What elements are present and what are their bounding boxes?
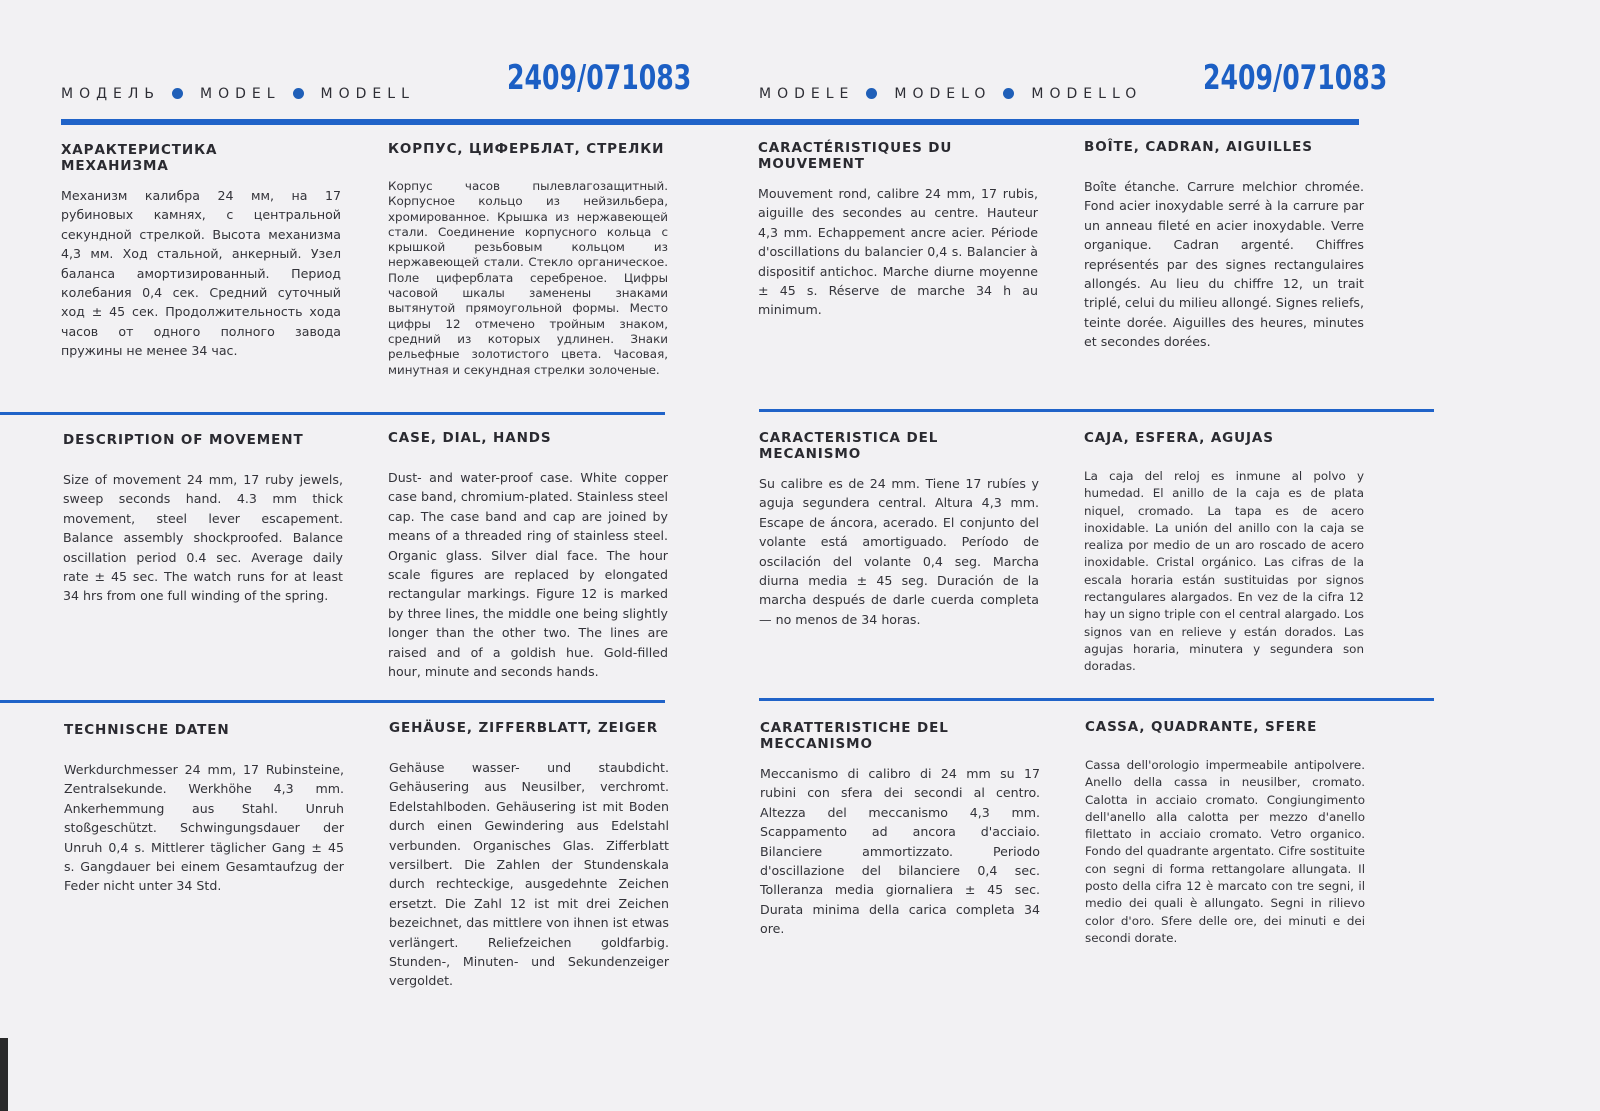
section-ru-case <box>388 141 668 378</box>
section-title: CARACTÉRISTIQUES DU MOUVEMENT <box>758 140 953 172</box>
section-fr-movement <box>758 140 1038 320</box>
section-text: Dust- and water-proof case. White copper case band, chromium-plated. Stainless steel cap. The case band and cap are joined by means of a threaded ring of stainless steel. Organic glass. Silver dial face. The hour scale figures are replaced by elongated rectangular markings. Figure 12 is marked by three lines, the middle one being slightly longer than the other two. The lines are raised and of a goldish hue. Gold-filled hour, minute and seconds hands. <box>388 470 668 680</box>
section-title: CARACTERISTICA DEL MECANISMO <box>759 430 939 462</box>
divider-rule-right-1 <box>759 409 1434 412</box>
section-text: Механизм калибра 24 мм, на 17 рубиновых камнях, с центральной секундной стрелкой. Высота механизма 4,3 мм. Ход стальной, анкерный. Узел баланса амортизированный. Период колебания 0,4 сек. Средний суточный ход ± 45 сек. Продолжительность хода часов от одного полного завода пружины не менее 34 час. <box>61 188 341 359</box>
section-title: GEHÄUSE, ZIFFERBLATT, ZEIGER <box>389 720 659 736</box>
bullet-dot-icon <box>172 88 183 99</box>
divider-rule-left-1 <box>0 412 665 415</box>
section-it-movement <box>760 720 1040 939</box>
section-fr-case <box>1084 139 1364 352</box>
model-number-right: 2409/071083 <box>1203 58 1388 98</box>
model-label-it: MODELLO <box>1031 86 1143 102</box>
section-title: CASE, DIAL, HANDS <box>388 430 552 446</box>
divider-rule-left-2 <box>0 700 665 703</box>
section-de-case <box>389 720 669 991</box>
page-binding-edge <box>0 1038 8 1111</box>
section-title: CARATTERISTICHE DEL MECCANISMO <box>760 720 949 752</box>
bullet-dot-icon <box>866 88 877 99</box>
section-title: BOÎTE, CADRAN, AIGUILLES <box>1084 139 1313 155</box>
section-title: CAJA, ESFERA, AGUJAS <box>1084 430 1274 446</box>
section-text: Корпус часов пылевлагозащитный. Корпусное кольцо из нейзильбера, хромированное. Крышка из нержавеющей стали. Соединение корпусного кольца с крышкой резьбовым кольцом из нержавеющей стали. Стекло органическое. Поле циферблата серебреное. Цифры часовой шкалы заменены знаками вытянутой прямоугольной формы. Место цифры 12 отмечено тройным знаком, средний из которых удлинен. Знаки рельефные золотистого цвета. Часовая, минутная и секундная стрелки золоченые. <box>388 179 668 377</box>
section-en-case <box>388 430 668 681</box>
model-label-ru: МОДЕЛЬ <box>61 86 161 102</box>
section-de-movement <box>64 722 344 896</box>
model-label-de: MODELL <box>320 86 415 102</box>
model-labels-left <box>61 86 415 102</box>
section-ru-movement <box>61 142 341 361</box>
section-title: DESCRIPTION OF MOVEMENT <box>63 432 304 448</box>
section-es-case <box>1084 430 1364 676</box>
section-it-case <box>1085 719 1365 947</box>
model-label-es: MODELO <box>894 86 992 102</box>
bullet-dot-icon <box>293 88 304 99</box>
section-title: ХАРАКТЕРИСТИКА МЕХАНИЗМА <box>61 142 218 174</box>
section-text: Meccanismo di calibro di 24 mm su 17 rubini con sfera dei secondi al centro. Altezza del meccanismo 4,3 mm. Scappamento ad ancora d'acciaio. Bilanciere ammortizzato. Periodo d'oscillazione del bilanciere 0,4 sec. Tolleranza media giornaliera ± 45 sec. Durata minima della carica completa 34 ore. <box>760 766 1040 937</box>
header-rule <box>61 119 1359 125</box>
section-en-movement <box>63 432 343 606</box>
section-es-movement <box>759 430 1039 629</box>
model-label-fr: MODELE <box>759 86 855 102</box>
section-title: КОРПУС, ЦИФЕРБЛАТ, СТРЕЛКИ <box>388 141 665 157</box>
section-text: Werkdurchmesser 24 mm, 17 Rubinsteine, Zentralsekunde. Werkhöhe 4,3 mm. Ankerhemmung aus Stahl. Unruh stoßgeschützt. Schwingungsdauer der Unruh 0,4 s. Mittlerer täglicher Gang ± 45 s. Gangdauer bei einem Gesamtaufzug der Feder nicht unter 34 Std. <box>64 762 344 894</box>
section-text: Boîte étanche. Carrure melchior chromée. Fond acier inoxydable serré à la carrure par un anneau fileté en acier inoxydable. Verre organique. Cadran argenté. Chiffres représentés par des signes rectangulaires allongés. Au lieu du chiffre 12, un trait triplé, celui du milieu allongé. Signes reliefs, teinte dorée. Aiguilles des heures, minutes et secondes dorées. <box>1084 179 1364 350</box>
section-text: Gehäuse wasser- und staubdicht. Gehäusering aus Neusilber, verchromt. Edelstahlboden. Gehäusering ist mit Boden durch einen Gewindering aus Edelstahl verbunden. Organisches Glas. Zifferblatt versilbert. Die Zahlen der Stundenskala durch rechteckige, ausgedehnte Zeichen ersetzt. Die Zahl 12 ist mit drei Zeichen bezeichnet, das mittlere von ihnen ist etwas verlängert. Reliefzeichen goldfarbig. Stunden-, Minuten- und Sekundenzeiger vergoldet. <box>389 760 669 989</box>
section-title: TECHNISCHE DATEN <box>64 722 230 738</box>
section-text: Cassa dell'orologio impermeabile antipolvere. Anello della cassa in neusilber, cromato. Calotta in acciaio cromato. Congiungimento dell'anello alla calotta per mezzo d'anello filettato in acciaio cromato. Vetro organico. Fondo del quadrante argentato. Cifre sostituite con segni di forma rettangolare allungata. Il posto della cifra 12 è marcato con tre segni, il medio dei quali è allungato. Segni in rilievo color d'oro. Sfere delle ore, dei minuti e dei secondi dorate. <box>1085 758 1365 945</box>
section-text: La caja del reloj es inmune al polvo y humedad. El anillo de la caja es de plata niquel, cromado. La tapa es de acero inoxidable. La unión del anillo con la caja se realiza por medio de un aro roscado de acero inoxidable. Cristal orgánico. Las cifras de la escala horaria están sustituidas por signos rectangulares alargados. En vez de la cifra 12 hay un signo triple con el central alargado. Los signos van en relieve y están dorados. Las agujas horaria, minutera y segundera son doradas. <box>1084 469 1364 674</box>
section-text: Size of movement 24 mm, 17 ruby jewels, sweep seconds hand. 4.3 mm thick movement, steel lever escapement. Balance assembly shockproofed. Balance oscillation period 0.4 sec. Average daily rate ± 45 sec. The watch runs for at least 34 hrs from one full winding of the spring. <box>63 472 343 604</box>
section-text: Su calibre es de 24 mm. Tiene 17 rubíes y aguja segundera central. Altura 4,3 mm. Escape de áncora, acerado. El conjunto del volante está amortiguado. Período de oscilación del volante 0,4 seg. Marcha diurna media ± 45 seg. Duración de la marcha después de darle cuerda completa — no menos de 34 horas. <box>759 476 1039 627</box>
section-title: CASSA, QUADRANTE, SFERE <box>1085 719 1318 735</box>
model-label-en: MODEL <box>200 86 281 102</box>
model-labels-right <box>759 86 1142 102</box>
divider-rule-right-2 <box>759 698 1434 701</box>
bullet-dot-icon <box>1003 88 1014 99</box>
section-text: Mouvement rond, calibre 24 mm, 17 rubis, aiguille des secondes au centre. Hauteur 4,3 mm. Echappement ancre acier. Période d'oscillations du balancier 0,4 s. Balancier à dispositif antichoc. Marche diurne moyenne ± 45 s. Réserve de marche 34 h au minimum. <box>758 186 1038 318</box>
model-number-left: 2409/071083 <box>507 58 692 98</box>
